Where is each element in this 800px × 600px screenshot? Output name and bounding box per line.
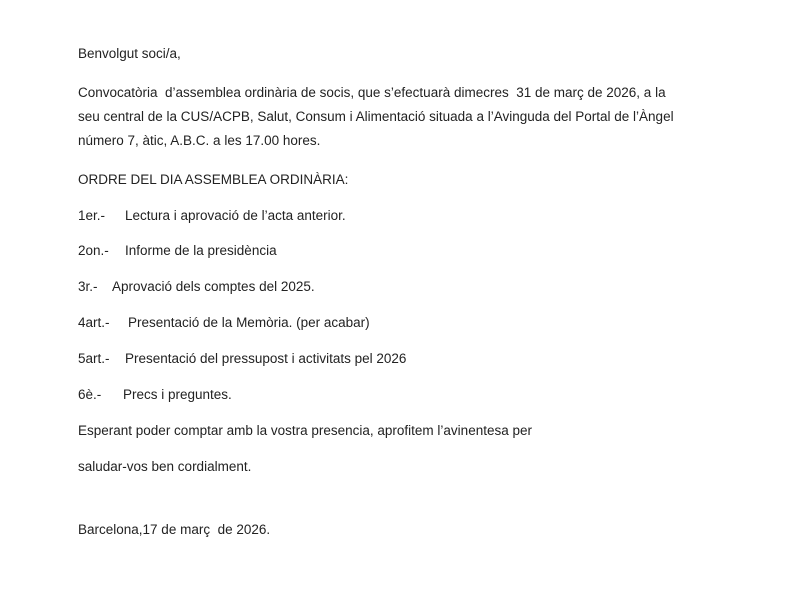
agenda-item-number: 1er.-: [78, 208, 106, 223]
intro-line-1: Convocatòria d’assemblea ordinària de socis, que s’efectuarà dimecres 31 de març de 2026, a la: [78, 85, 666, 100]
agenda-item-text: Presentació del pressupost i activitats pel 2026: [125, 351, 407, 366]
agenda-item-text: Informe de la presidència: [125, 243, 277, 258]
closing-line-2: saludar-vos ben cordialment.: [78, 459, 252, 474]
agenda-item-number: 2on.-: [78, 243, 109, 258]
agenda-item-1: [78, 208, 346, 224]
closing-line-1: Esperant poder comptar amb la vostra presencia, aprofitem l’avinentesa per: [78, 423, 532, 438]
agenda-item-5: [78, 351, 406, 367]
place-date: Barcelona,17 de març de 2026.: [78, 522, 271, 537]
greeting: Benvolgut soci/a,: [78, 46, 181, 61]
agenda-item-number: 6è.-: [78, 387, 102, 402]
agenda-item-2: [78, 243, 277, 259]
intro-line-3: número 7, àtic, A.B.C. a les 17.00 hores.: [78, 133, 321, 148]
agenda-item-6: [78, 387, 232, 403]
agenda-item-text: Lectura i aprovació de l’acta anterior.: [125, 208, 346, 223]
intro-line-2: seu central de la CUS/ACPB, Salut, Consum i Alimentació situada a l’Avinguda del Portal de l’Àngel: [78, 109, 674, 124]
agenda-item-3: [78, 279, 315, 295]
agenda-item-number: 3r.-: [78, 279, 98, 294]
agenda-item-4: [78, 315, 370, 331]
agenda-item-number: 4art.-: [78, 315, 110, 330]
agenda-heading: ORDRE DEL DIA ASSEMBLEA ORDINÀRIA:: [78, 172, 349, 187]
agenda-item-text: Aprovació dels comptes del 2025.: [112, 279, 315, 294]
agenda-item-number: 5art.-: [78, 351, 110, 366]
agenda-item-text: Presentació de la Memòria. (per acabar): [128, 315, 370, 330]
agenda-item-text: Precs i preguntes.: [123, 387, 232, 402]
